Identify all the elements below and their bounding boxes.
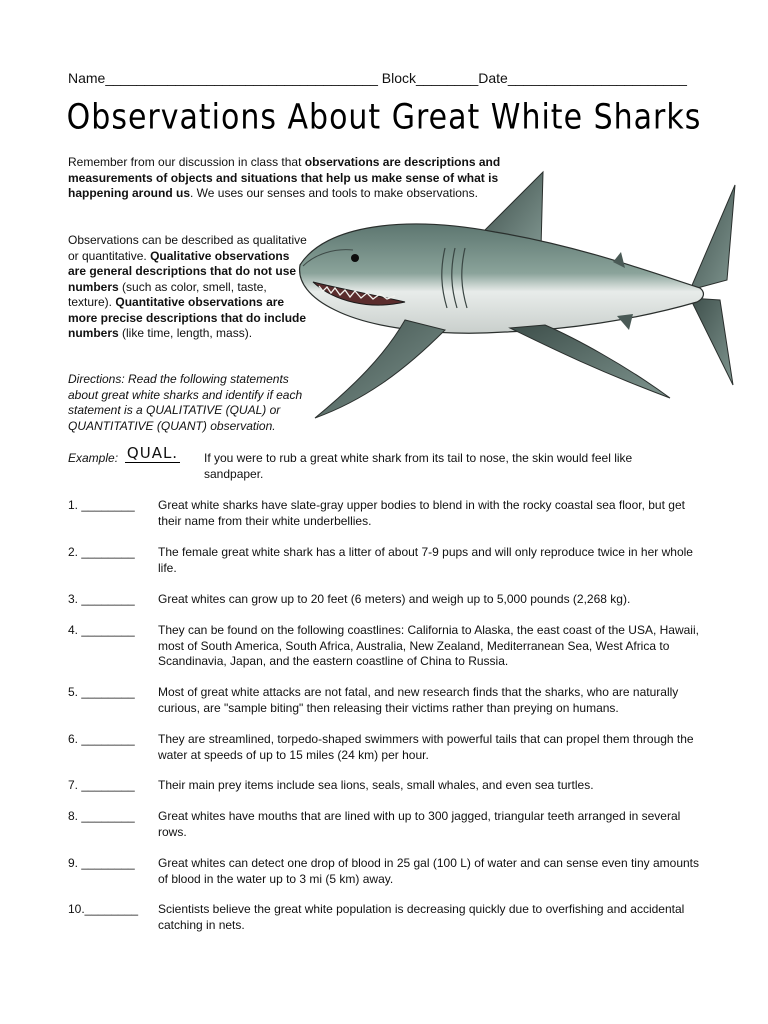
example-answer-handwritten: QUAL. <box>126 444 179 462</box>
quantitative-definition: Quantitative observations are more precise descriptions that do include numbers <box>68 295 307 340</box>
answer-blank[interactable]: 9. ________ <box>68 856 135 870</box>
statement-text: Great white sharks have slate-gray upper bodies to blend in with the rocky coastal sea floor, but get their name from their white underbellies. <box>158 498 685 528</box>
statement-text: Great whites can detect one drop of blood in 25 gal (100 L) of water and can sense even tiny amounts of blood in the water up to 3 mi (5 km) away. <box>158 856 700 886</box>
intro-bold-definition: observations are descriptions and measurements of objects and situations that help us make sense of what is happening around us <box>68 155 501 200</box>
answer-blank[interactable]: 1. ________ <box>68 498 135 512</box>
qual-quant-paragraph <box>68 233 308 342</box>
answer-blank[interactable]: 8. ________ <box>68 809 135 823</box>
statement-text: They can be found on the following coastlines: California to Alaska, the east coast of the USA, Hawaii, most of South America, South Africa, Australia, New Zealand, Mediterranean Sea, West Africa to Scandinavia, Japan, and the eastern coastline of China to Russia. <box>158 623 699 668</box>
example-statement: If you were to rub a great white shark from its tail to nose, the skin would feel like sandpaper. <box>204 451 633 481</box>
answer-blank[interactable]: 10.________ <box>68 902 139 916</box>
directions: Directions: Read the following statements about great white sharks and identify if each statement is a QUALITATIVE (QUAL) or QUANTITATIVE (QUANT) observation. <box>68 372 303 433</box>
answer-blank[interactable]: 5. ________ <box>68 685 135 699</box>
statement-text: They are streamlined, torpedo-shaped swimmers with powerful tails that can propel them through the water at speeds of up to 15 miles (24 km) per hour. <box>158 732 694 762</box>
qq-examples-2: (like time, length, mass). <box>118 326 253 340</box>
statement-text: Most of great white attacks are not fatal, and new research finds that the sharks, who are naturally curious, are "sample biting" then releasing their victims rather than preying on humans. <box>158 685 679 715</box>
statement-text: Their main prey items include sea lions, seals, small whales, and even sea turtles. <box>158 778 594 792</box>
statement-text: Great whites have mouths that are lined with up to 300 jagged, triangular teeth arranged in several rows. <box>158 809 681 839</box>
answer-blank[interactable]: 2. ________ <box>68 545 135 559</box>
answer-blank[interactable]: 6. ________ <box>68 732 135 746</box>
great-white-shark-image <box>295 170 740 425</box>
intro-text: Remember from our discussion in class that <box>68 155 305 169</box>
example-label: Example: <box>68 451 119 465</box>
answer-blank[interactable]: 3. ________ <box>68 592 135 606</box>
qq-text: Observations can be described as qualitative or quantitative. <box>68 233 307 263</box>
answer-blank[interactable]: 7. ________ <box>68 778 135 792</box>
statement-text: The female great white shark has a litter of about 7-9 pups and will only reproduce twice in her whole life. <box>158 545 693 575</box>
qualitative-definition: Qualitative observations are general descriptions that do not use numbers <box>68 248 297 294</box>
statement-text: Great whites can grow up to 20 feet (6 meters) and weigh up to 5,000 pounds (2,268 kg). <box>158 592 631 606</box>
page-title: Observations About Great White Sharks <box>66 97 702 138</box>
intro-text-end: . We uses our senses and tools to make observations. <box>190 186 478 200</box>
name-block-date-line[interactable]: Name___________________________________ Block________Date_______________________ <box>68 70 687 86</box>
answer-blank[interactable]: 4. ________ <box>68 623 135 637</box>
qq-examples: (such as color, smell, taste, texture). <box>68 279 267 309</box>
statement-text: Scientists believe the great white population is decreasing quickly due to overfishing and accidental catching in nets. <box>158 902 685 932</box>
